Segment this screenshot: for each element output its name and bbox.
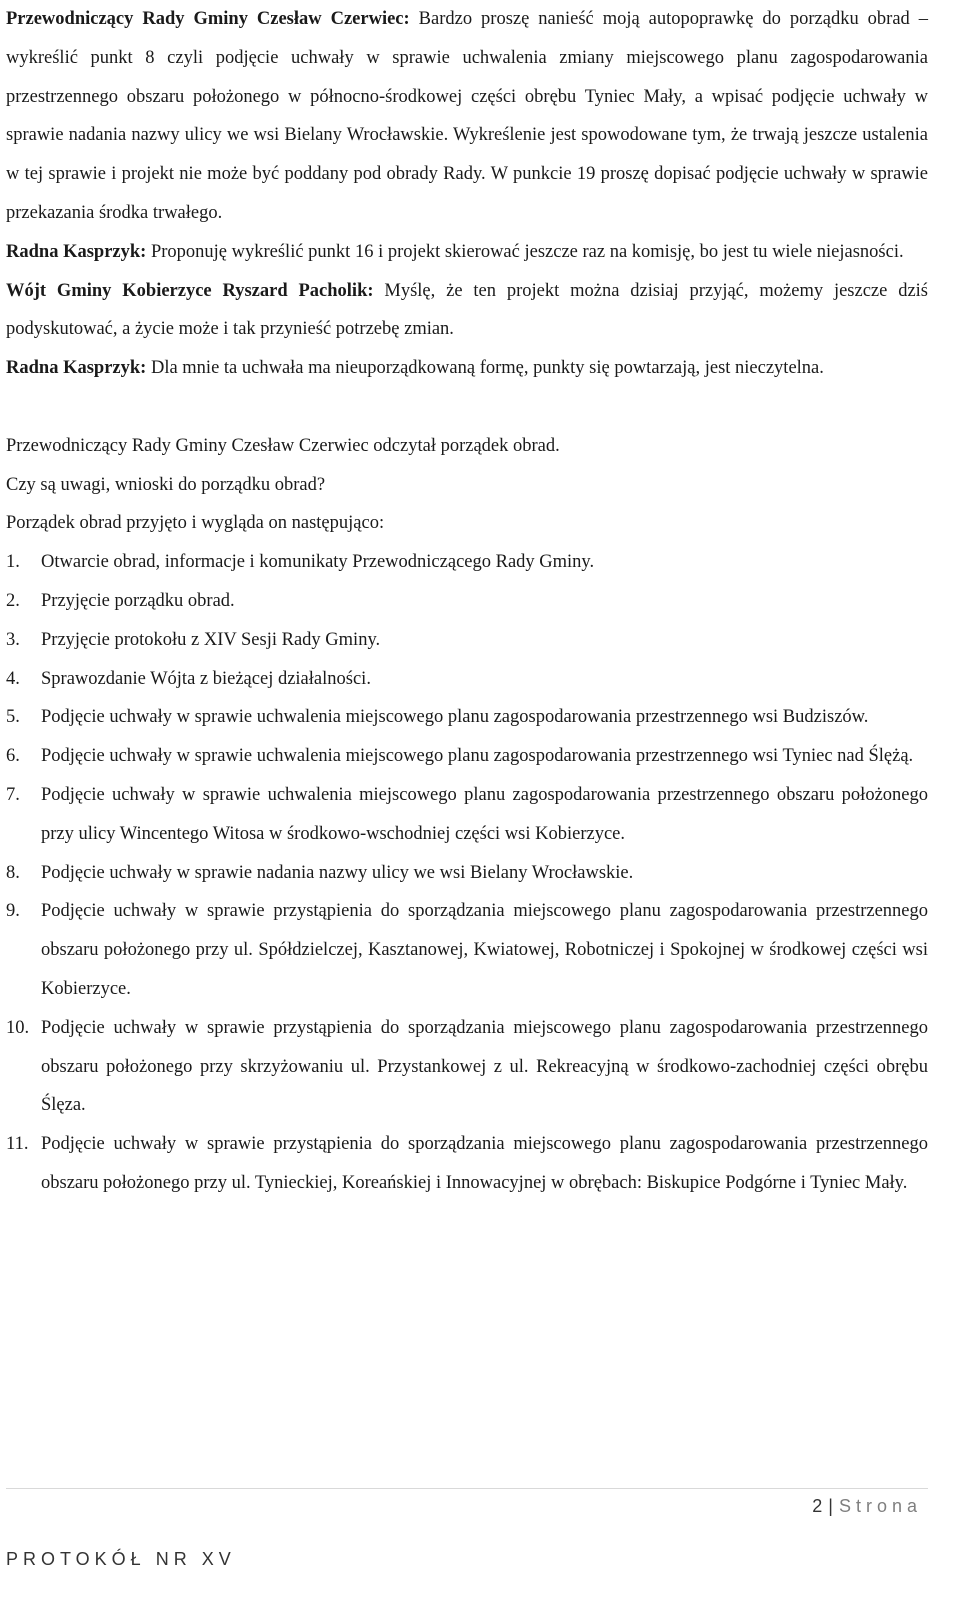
speech-paragraph — [6, 272, 928, 350]
agenda-item-number: 11. — [6, 1134, 29, 1155]
agenda-item-text: Podjęcie uchwały w sprawie przystąpienia do sporządzania miejscowego planu zagospodarowania przestrzennego obszaru położonego przy skrzyżowaniu ul. Przystankowej z ul. Rekreacyjną w środkowo-zachodniej części obrębu Ślęza. — [41, 1017, 928, 1116]
agenda-item-text: Podjęcie uchwały w sprawie uchwalenia miejscowego planu zagospodarowania przestrzennego obszaru położonego przy ulicy Wincentego Witosa w środkowo-wschodniej części wsi Kobierzyce. — [41, 784, 928, 844]
speaker-name: Wójt Gminy Kobierzyce Ryszard Pacholik: — [6, 280, 374, 301]
statement-line: Czy są uwagi, wnioski do porządku obrad? — [6, 474, 326, 495]
page-label: Strona — [838, 1496, 922, 1516]
speech-paragraph — [6, 349, 928, 388]
agenda-item — [6, 854, 928, 893]
agenda-item — [6, 776, 928, 854]
agenda-item-number: 3. — [6, 629, 20, 650]
agenda-item — [6, 698, 928, 737]
agenda-item — [6, 582, 928, 621]
agenda-item-number: 6. — [6, 746, 20, 767]
page-number-separator: | — [828, 1496, 833, 1516]
agenda-item-number: 2. — [6, 590, 20, 611]
speaker-name: Przewodniczący Rady Gminy Czesław Czerwiec: — [6, 9, 410, 29]
agenda-item-text: Podjęcie uchwały w sprawie przystąpienia do sporządzania miejscowego planu zagospodarowania przestrzennego obszaru położonego przy ul. Tynieckiej, Koreańskiej i Innowacyjnej w obrębach: Biskupice Podgórne i Tyniec Mały. — [41, 1134, 928, 1193]
document-body — [6, 0, 928, 1203]
speech-text: Proponuję wykreślić punkt 16 i projekt skierować jeszcze raz na komisję, bo jest tu wiele niejasności. — [146, 241, 904, 262]
agenda-item-number: 10. — [6, 1017, 30, 1038]
agenda-item-text: Przyjęcie porządku obrad. — [41, 590, 235, 611]
agenda-list — [6, 543, 928, 1203]
agenda-item-text: Podjęcie uchwały w sprawie przystąpienia do sporządzania miejscowego planu zagospodarowania przestrzennego obszaru położonego przy ul. Spółdzielczej, Kasztanowej, Kwiatowej, Robotniczej i Spokojnej w środkowej części wsi Kobierzyce. — [41, 901, 928, 999]
speaker-name: Radna Kasprzyk: — [6, 358, 147, 379]
paragraph-spacer — [6, 388, 928, 427]
agenda-item-number: 4. — [6, 668, 20, 689]
agenda-item — [6, 543, 928, 582]
speech-paragraph — [6, 0, 928, 233]
agenda-item-text: Otwarcie obrad, informacje i komunikaty Przewodniczącego Rady Gminy. — [41, 552, 595, 573]
agenda-item-number: 5. — [6, 707, 20, 728]
agenda-item-text: Podjęcie uchwały w sprawie uchwalenia miejscowego planu zagospodarowania przestrzennego wsi Budziszów. — [41, 707, 869, 728]
footer-divider — [6, 1488, 928, 1489]
statement-line: Porządek obrad przyjęto i wygląda on następująco: — [6, 513, 385, 534]
agenda-item — [6, 660, 928, 699]
speech-paragraph — [6, 233, 928, 272]
agenda-item-text: Przyjęcie protokołu z XIV Sesji Rady Gminy. — [41, 629, 381, 650]
statement-line: Przewodniczący Rady Gminy Czesław Czerwiec odczytał porządek obrad. — [6, 435, 560, 456]
agenda-item-number: 7. — [6, 784, 20, 805]
speech-text: Bardzo proszę nanieść moją autopoprawkę do porządku obrad – wykreślić punkt 8 czyli podjęcie uchwały w sprawie uchwalenia zmiany miejscowego planu zagospodarowania przestrzennego obszaru położonego w północno-środkowej części obrębu Tyniec Mały, a wpisać podjęcie uchwały w sprawie nadania nazwy ulicy we wsi Bielany Wrocławskie. Wykreślenie jest spowodowane tym, że trwają jeszcze ustalenia w tej sprawie i projekt nie może być poddany pod obrady Rady. W punkcie 19 proszę dopisać podjęcie uchwały w sprawie przekazania środka trwałego. — [6, 9, 928, 223]
agenda-item-text: Podjęcie uchwały w sprawie uchwalenia miejscowego planu zagospodarowania przestrzennego wsi Tyniec nad Ślężą. — [41, 746, 914, 767]
agenda-item-number: 8. — [6, 862, 20, 883]
agenda-item — [6, 1125, 928, 1203]
agenda-item — [6, 1009, 928, 1125]
agenda-item-text: Podjęcie uchwały w sprawie nadania nazwy ulicy we wsi Bielany Wrocławskie. — [41, 862, 634, 883]
speech-text: Myślę, że ten projekt można dzisiaj przyjąć, możemy jeszcze dziś podyskutować, a życie może i tak przynieść potrzebę zmian. — [6, 280, 928, 340]
agenda-item-text: Sprawozdanie Wójta z bieżącej działalności. — [41, 668, 371, 689]
agenda-item-number: 1. — [6, 552, 20, 573]
page-number: 2 — [812, 1496, 823, 1516]
agenda-item-number: 9. — [6, 901, 20, 922]
agenda-item — [6, 621, 928, 660]
speech-text: Dla mnie ta uchwała ma nieuporządkowaną formę, punkty się powtarzają, jest nieczytelna. — [146, 358, 824, 379]
page-number-footer — [812, 1492, 922, 1520]
agenda-item — [6, 737, 928, 776]
agenda-item — [6, 892, 928, 1008]
speaker-name: Radna Kasprzyk: — [6, 241, 147, 262]
document-title-footer: PROTOKÓŁ NR XV — [6, 1549, 236, 1569]
